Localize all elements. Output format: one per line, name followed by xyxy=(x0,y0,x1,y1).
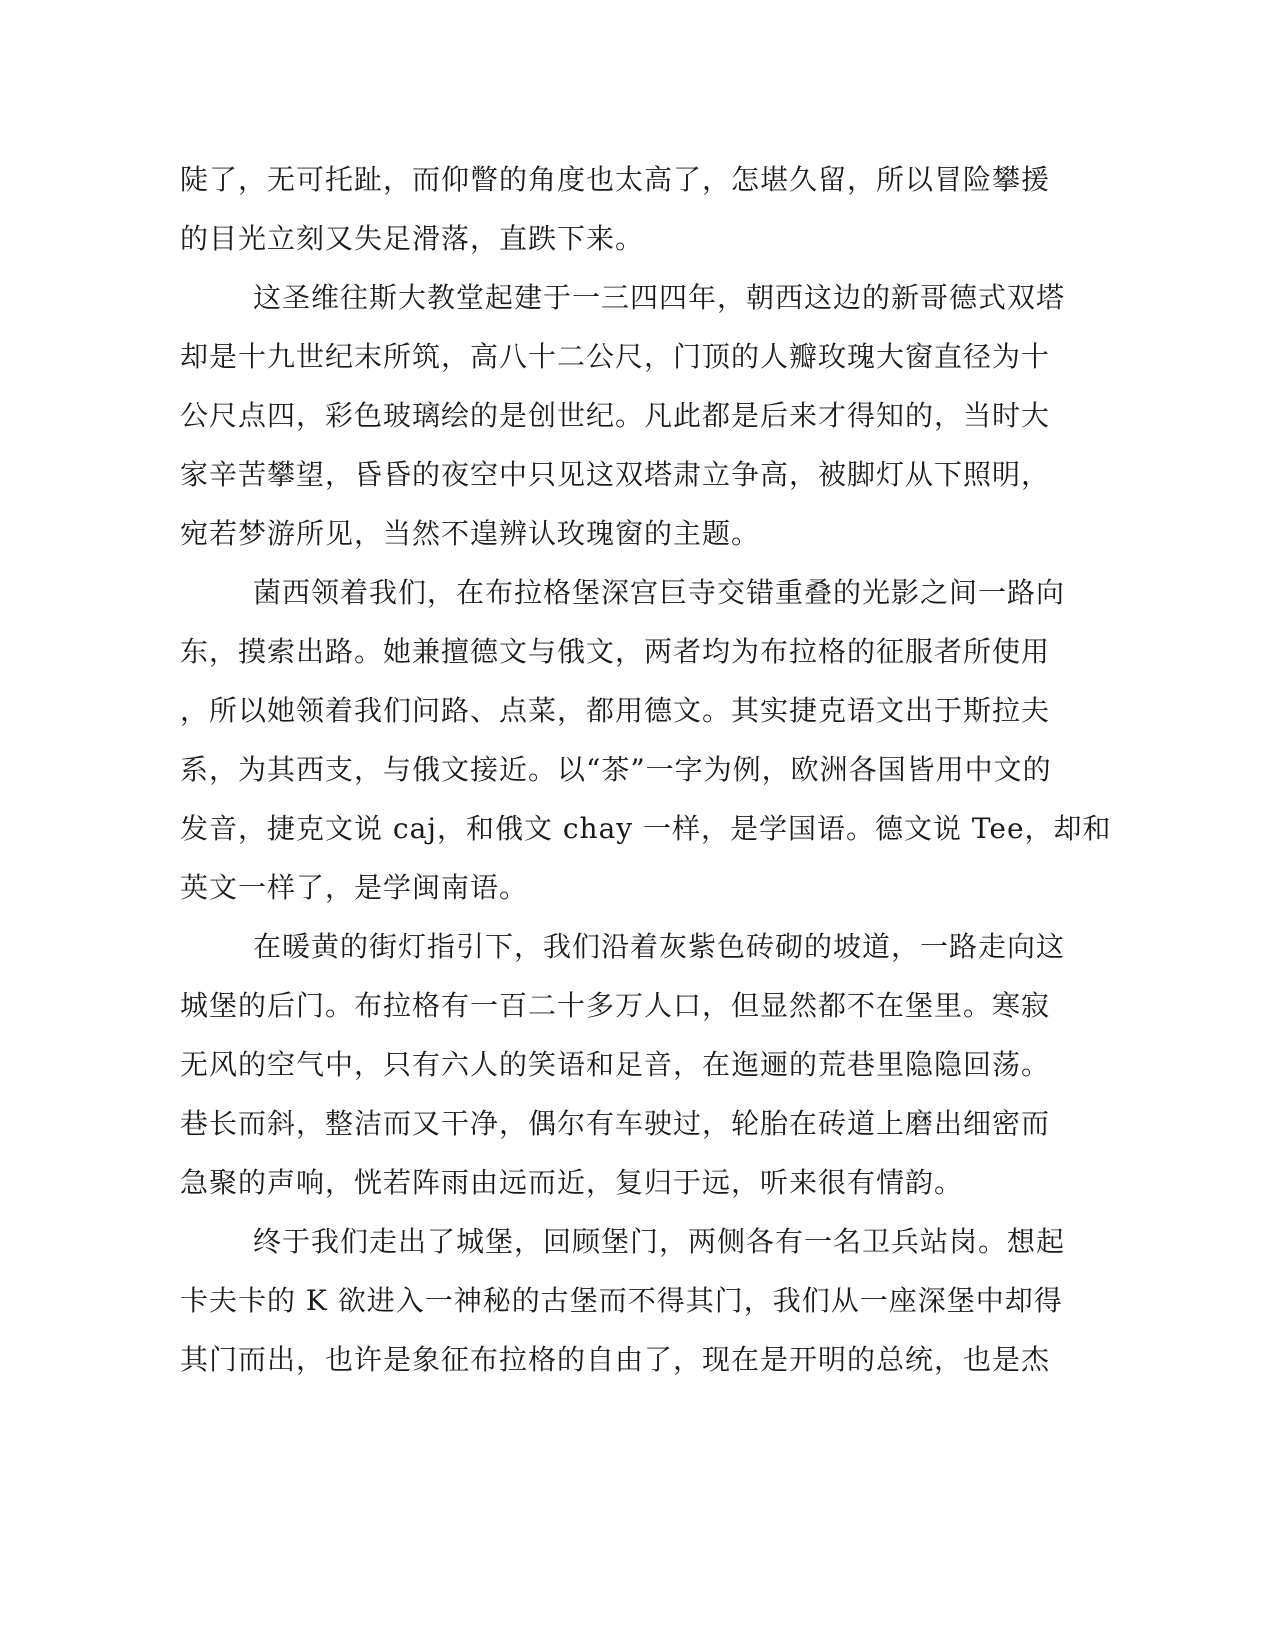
text-line: 英文一样了，是学闽南语。 xyxy=(180,871,529,904)
paragraph-first-line: 这圣维往斯大教堂起建于一三四四年，朝西这边的新哥德式双塔 xyxy=(253,281,1066,314)
text-line: 卡夫卡的 K 欲进入一神秘的古堡而不得其门，我们从一座深堡中却得 xyxy=(180,1284,1063,1317)
text-line: 无风的空气中，只有六人的笑语和足音，在迤逦的荒巷里隐隐回荡。 xyxy=(180,1048,1051,1081)
text-line: 公尺点四，彩色玻璃绘的是创世纪。凡此都是后来才得知的，当时大 xyxy=(180,399,1051,432)
paragraph-first-line: 在暖黄的街灯指引下，我们沿着灰紫色砖砌的坡道，一路走向这 xyxy=(253,930,1066,963)
text-line: 陡了，无可托趾，而仰瞥的角度也太高了，怎堪久留，所以冒险攀援 xyxy=(180,163,1051,196)
text-line: 家辛苦攀望，昏昏的夜空中只见这双塔肃立争高，被脚灯从下照明， xyxy=(180,458,1051,491)
paragraph-first-line: 菌西领着我们，在布拉格堡深宫巨寺交错重叠的光影之间一路向 xyxy=(253,576,1066,609)
text-line: ，所以她领着我们问路、点菜，都用德文。其实捷克语文出于斯拉夫 xyxy=(180,694,1051,727)
text-line: 发音，捷克文说 caj，和俄文 chay 一样，是学国语。德文说 Tee，却和 xyxy=(180,812,1112,845)
text-line: 宛若梦游所见，当然不遑辨认玫瑰窗的主题。 xyxy=(180,517,761,550)
text-line: 却是十九世纪末所筑，高八十二公尺，门顶的人瓣玫瑰大窗直径为十 xyxy=(180,340,1051,373)
text-line: 系，为其西支，与俄文接近。以“茶”一字为例，欧洲各国皆用中文的 xyxy=(180,753,1052,786)
text-line: 巷长而斜，整洁而又干净，偶尔有车驶过，轮胎在砖道上磨出细密而 xyxy=(180,1107,1051,1140)
text-line: 东，摸索出路。她兼擅德文与俄文，两者均为布拉格的征服者所使用 xyxy=(180,635,1051,668)
text-line: 的目光立刻又失足滑落，直跌下来。 xyxy=(180,222,645,255)
text-line: 其门而出，也许是象征布拉格的自由了，现在是开明的总统，也是杰 xyxy=(180,1343,1051,1376)
text-line: 急聚的声响，恍若阵雨由远而近，复归于远，听来很有情韵。 xyxy=(180,1166,964,1199)
paragraph-first-line: 终于我们走出了城堡，回顾堡门，两侧各有一名卫兵站岗。想起 xyxy=(253,1225,1066,1258)
text-line: 城堡的后门。布拉格有一百二十多万人口，但显然都不在堡里。寒寂 xyxy=(180,989,1051,1022)
